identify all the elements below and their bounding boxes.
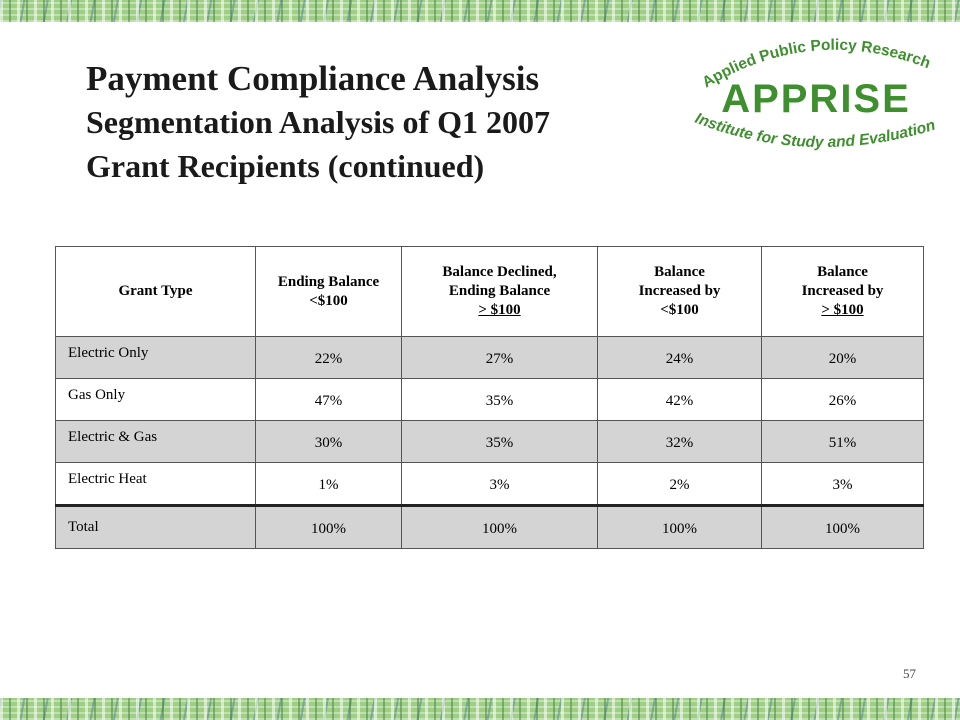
decorative-bottom-band (0, 698, 960, 720)
table-row (56, 337, 924, 379)
table-cell: 20% (762, 337, 924, 379)
col-header-ending-balance: Ending Balance <$100 (256, 247, 402, 337)
table-cell: 26% (762, 379, 924, 421)
table-row (56, 379, 924, 421)
table-cell: 22% (256, 337, 402, 379)
table-cell: 100% (762, 506, 924, 549)
col-header-increased-over: Balance Increased by > $100 (762, 247, 924, 337)
table-cell: 32% (598, 421, 762, 463)
title-line-3: Grant Recipients (continued) (86, 148, 485, 184)
logo-arc-top-text: Applied Public Policy Research (699, 36, 933, 92)
table-cell: 30% (256, 421, 402, 463)
table-cell: 47% (256, 379, 402, 421)
table-row (56, 463, 924, 506)
row-label: Total (56, 506, 256, 549)
segmentation-table (55, 246, 924, 549)
page-number: 57 (903, 666, 916, 681)
table-cell: 1% (256, 463, 402, 506)
table-header-row (56, 247, 924, 337)
row-label: Electric Only (56, 337, 256, 379)
col-header-increased-under: Balance Increased by <$100 (598, 247, 762, 337)
table-cell: 35% (402, 421, 598, 463)
decorative-top-band (0, 0, 960, 22)
title-line-2: Segmentation Analysis of Q1 2007 (86, 104, 551, 140)
title-line-1: Payment Compliance Analysis (86, 59, 540, 98)
logo-name: APPRISE (721, 77, 911, 121)
table-cell: 100% (598, 506, 762, 549)
slide-title (86, 58, 550, 188)
table-cell: 24% (598, 337, 762, 379)
table-cell: 100% (256, 506, 402, 549)
table-cell: 3% (402, 463, 598, 506)
table-row (56, 421, 924, 463)
table-cell: 42% (598, 379, 762, 421)
table-cell: 27% (402, 337, 598, 379)
row-label: Electric Heat (56, 463, 256, 506)
col-header-grant-type: Grant Type (56, 247, 256, 337)
row-label: Electric & Gas (56, 421, 256, 463)
col-header-balance-declined: Balance Declined, Ending Balance > $100 (402, 247, 598, 337)
table-cell: 35% (402, 379, 598, 421)
table-row-total (56, 506, 924, 549)
table-cell: 100% (402, 506, 598, 549)
logo-arc-bottom-text: Institute for Study and Evaluation (692, 109, 938, 152)
table-cell: 2% (598, 463, 762, 506)
row-label: Gas Only (56, 379, 256, 421)
apprise-logo (684, 30, 944, 160)
table-cell: 51% (762, 421, 924, 463)
table-cell: 3% (762, 463, 924, 506)
